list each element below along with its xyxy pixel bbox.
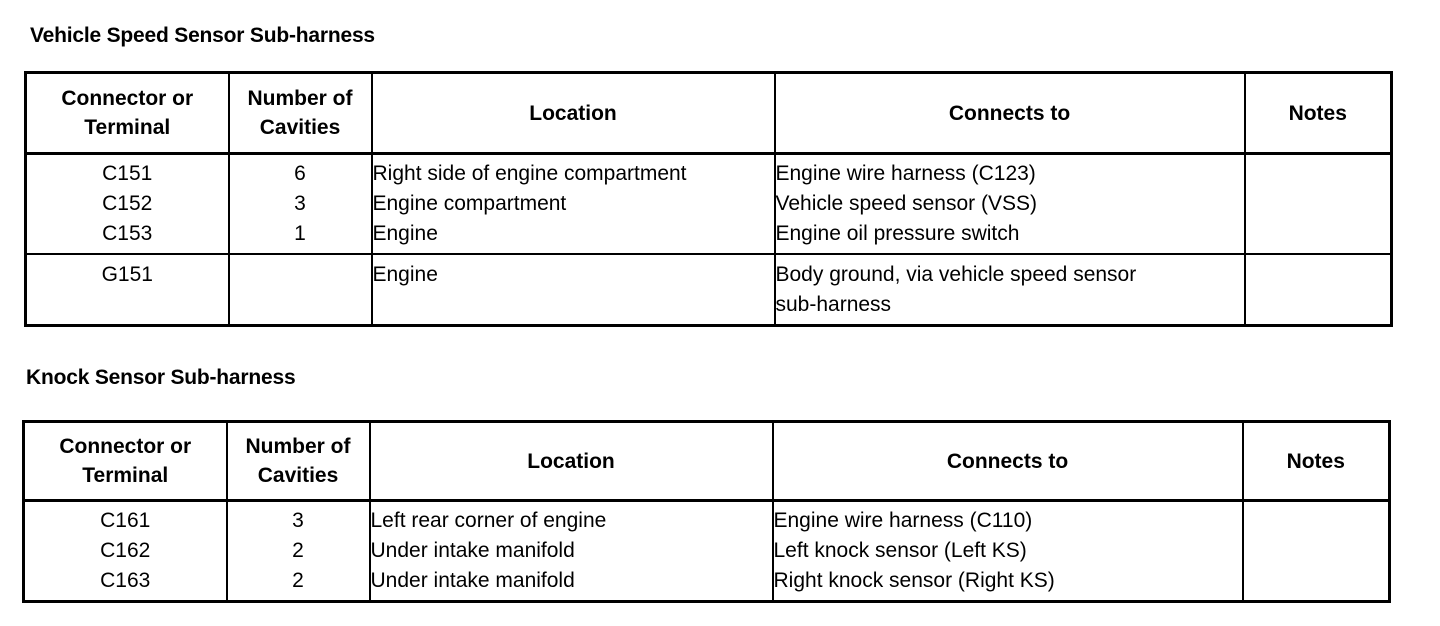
section-title-knock: Knock Sensor Sub-harness [26, 366, 296, 389]
table-header-row [24, 422, 1390, 501]
header-connector: Connector or Terminal [26, 73, 229, 154]
connector-cell: G151 [26, 254, 229, 326]
header-cavities: Number of Cavities [229, 73, 372, 154]
header-connector: Connector or Terminal [24, 422, 227, 501]
connector-cell: C151 C152 C153 [26, 154, 229, 255]
cavities-cell: 3 2 2 [227, 501, 370, 602]
cavities-cell [229, 254, 372, 326]
notes-cell [1245, 154, 1392, 255]
header-cavities: Number of Cavities [227, 422, 370, 501]
location-cell: Left rear corner of engine Under intake manifold Under intake manifold [370, 501, 773, 602]
table-header-row [26, 73, 1392, 154]
notes-cell [1243, 501, 1390, 602]
table-row-group [24, 501, 1390, 602]
header-connects-to: Connects to [775, 73, 1245, 154]
location-cell: Engine [372, 254, 775, 326]
header-connects-to: Connects to [773, 422, 1243, 501]
table-row-group [26, 254, 1392, 326]
cavities-cell: 6 3 1 [229, 154, 372, 255]
header-location: Location [370, 422, 773, 501]
header-notes: Notes [1243, 422, 1390, 501]
vss-harness-table [24, 71, 1393, 327]
connects-to-cell: Engine wire harness (C110) Left knock sensor (Left KS) Right knock sensor (Right KS) [773, 501, 1243, 602]
section-title-vss: Vehicle Speed Sensor Sub-harness [30, 24, 375, 47]
notes-cell [1245, 254, 1392, 326]
location-cell: Right side of engine compartment Engine compartment Engine [372, 154, 775, 255]
connects-to-cell: Body ground, via vehicle speed sensor sub-harness [775, 254, 1245, 326]
connector-cell: C161 C162 C163 [24, 501, 227, 602]
connects-to-cell: Engine wire harness (C123) Vehicle speed sensor (VSS) Engine oil pressure switch [775, 154, 1245, 255]
knock-harness-table [22, 420, 1391, 603]
header-notes: Notes [1245, 73, 1392, 154]
table-row-group [26, 154, 1392, 255]
header-location: Location [372, 73, 775, 154]
